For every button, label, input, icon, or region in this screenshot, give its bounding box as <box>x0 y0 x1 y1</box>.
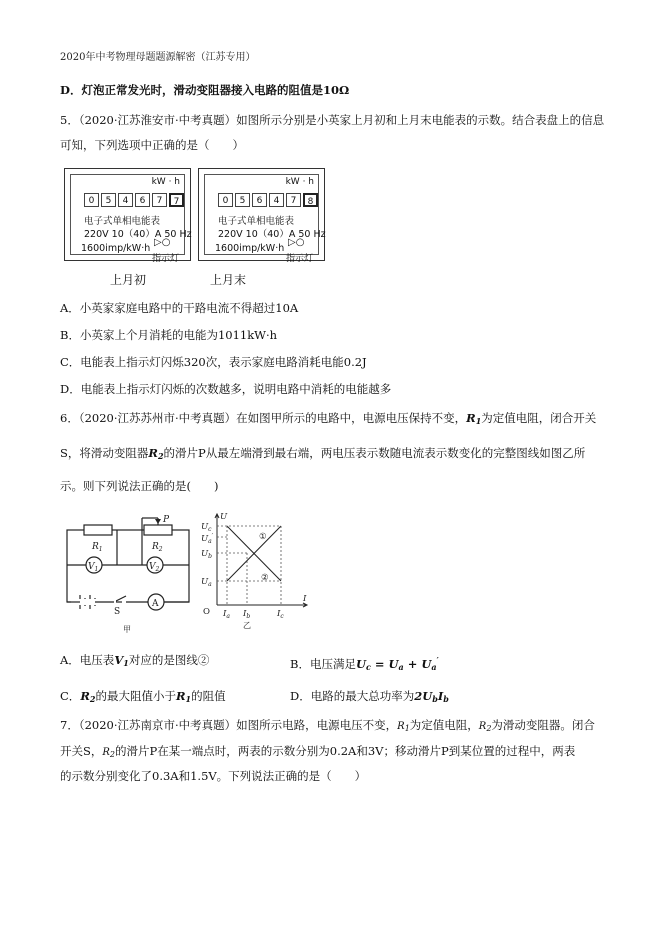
meter-title: 电子式单相电能表 <box>218 216 295 227</box>
meter-title: 电子式单相电能表 <box>84 216 161 227</box>
axis-i-label: I <box>303 594 307 604</box>
origin-label: O <box>203 607 210 617</box>
digit: 6 <box>135 193 150 207</box>
label-v1: $V_1$ <box>88 562 99 573</box>
tick-ua: $U_a$ <box>201 577 212 588</box>
digit: 7 <box>152 193 167 207</box>
axis-u-label: U <box>220 512 228 522</box>
meter-rating: 220V 10（40）A 50 Hz <box>84 229 192 240</box>
q7-line2: 开关S，$R_2$的滑片P在某一端点时，两表的示数分别为0.2A和3V；移动滑片P到某位置的过程中，两表 <box>60 744 576 759</box>
label-r2: $R_2$ <box>152 542 163 553</box>
meter-caption-end: 上月末 <box>210 273 247 287</box>
indicator-label: 指示灯 <box>152 254 180 264</box>
q6-line1: 6．（2020·江苏苏州市·中考真题）在如图甲所示的电路中，电源电压保持不变，$R_1$为定值电阻，闭合开关 <box>60 411 597 426</box>
meter-unit: kW · h <box>285 177 314 187</box>
indicator-label: 指示灯 <box>286 254 314 264</box>
meter-constant: 1600imp/kW·h <box>215 243 285 254</box>
meter-caption-start: 上月初 <box>110 273 147 287</box>
q7-line1: 7．（2020·江苏南京市·中考真题）如图所示电路，电源电压不变，$R_1$为定值电阻，$R_2$为滑动变阻器。闭合 <box>60 718 595 733</box>
circuit-diagram <box>62 510 202 645</box>
q6-line3: 示。则下列说法正确的是( ) <box>60 479 219 493</box>
digit-decimal: 8 <box>303 193 318 207</box>
q5-option-a: A．小英家家庭电路中的干路电流不得超过10A <box>60 301 299 315</box>
tick-ia: $I_a$ <box>223 609 230 620</box>
meter-unit: kW · h <box>151 177 180 187</box>
digit: 7 <box>286 193 301 207</box>
q6-option-a: A．电压表$V_1$对应的是图线② <box>60 653 210 668</box>
tick-uc: $U_c$ <box>201 522 212 533</box>
meter-rating: 220V 10（40）A 50 Hz <box>218 229 326 240</box>
label-jia: 甲 <box>123 625 131 634</box>
digit: 5 <box>101 193 116 207</box>
label-s: S <box>114 607 121 617</box>
indicator-icon: ▷○ <box>288 237 305 248</box>
q6-line2: S，将滑动变阻器$R_2$的滑片P从最左端滑到最右端，两电压表示数随电流表示数变化的完整图线如图乙所 <box>60 446 586 461</box>
meter-start <box>64 168 192 264</box>
label-v2: $V_2$ <box>149 562 160 573</box>
q5-option-b: B．小英家上个月消耗的电能为1011kW·h <box>60 328 278 342</box>
q5-option-d: D．电能表上指示灯闪烁的次数越多，说明电路中消耗的电能越多 <box>60 382 392 396</box>
q6-option-d: D．电路的最大总功率为$2U_bI_b$ <box>290 689 449 704</box>
meter-digits <box>218 193 320 207</box>
label-a: A <box>152 599 159 609</box>
label-p: P <box>163 515 170 525</box>
curve-label-1: ① <box>259 532 267 542</box>
slider-arrow-icon <box>155 519 161 524</box>
q5-line2: 可知，下列选项中正确的是（ ） <box>60 138 244 152</box>
tick-ua-prime: $U_a'$ <box>201 533 214 545</box>
q6-option-b: B．电压满足$U_c = U_a + U_a'$ <box>290 655 439 672</box>
label-r1: $R_1$ <box>92 542 103 553</box>
uv-graph <box>195 510 313 635</box>
curve-label-2: ② <box>261 573 269 583</box>
q7-line3: 的示数分别变化了0.3A和1.5V。下列说法正确的是（ ） <box>60 769 367 783</box>
digit-decimal: 7 <box>169 193 184 207</box>
tick-ub: $U_b$ <box>201 549 213 560</box>
digit: 0 <box>218 193 233 207</box>
digit: 4 <box>118 193 133 207</box>
tick-ib: $I_b$ <box>243 609 251 620</box>
meter-digits <box>84 193 186 207</box>
q6-option-c: C．$R_2$的最大阻值小于$R_1$的阻值 <box>60 689 226 704</box>
q5-option-c: C．电能表上指示灯闪烁320次，表示家庭电路消耗电能0.2J <box>60 355 367 369</box>
meter-end <box>198 168 326 264</box>
indicator-icon: ▷○ <box>154 237 171 248</box>
label-yi: 乙 <box>243 621 251 630</box>
digit: 5 <box>235 193 250 207</box>
digit: 4 <box>269 193 284 207</box>
q5-line1: 5．（2020·江苏淮安市·中考真题）如图所示分别是小英家上月初和上月末电能表的示数。结合表盘上的信息 <box>60 113 605 127</box>
tick-ic: $I_c$ <box>277 609 284 620</box>
digit: 6 <box>252 193 267 207</box>
option-d-prev: D．灯泡正常发光时，滑动变阻器接入电路的阻值是10Ω <box>60 83 350 97</box>
digit: 0 <box>84 193 99 207</box>
page-header: 2020年中考物理母题题源解密（江苏专用） <box>60 52 256 63</box>
meter-constant: 1600imp/kW·h <box>81 243 151 254</box>
